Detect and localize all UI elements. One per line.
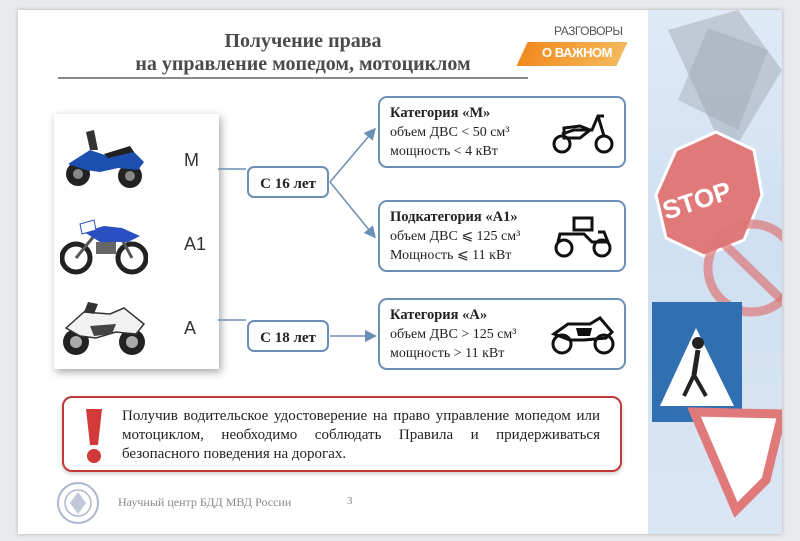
logo-band-text: О ВАЖНОМ xyxy=(542,45,612,60)
enduro-photo xyxy=(60,206,148,276)
category-a1-volume: объем ДВС ⩽ 125 см³ xyxy=(390,229,521,244)
page-title xyxy=(58,30,548,76)
sportbike-icon xyxy=(550,310,616,358)
safety-notice xyxy=(62,396,622,472)
category-m-volume: объем ДВС < 50 см³ xyxy=(390,125,510,140)
emblem-icon xyxy=(52,480,104,526)
moped-icon xyxy=(550,212,616,260)
category-m-power: мощность < 4 кВт xyxy=(390,144,498,159)
logo-top-text: РАЗГОВОРЫ xyxy=(554,24,623,38)
photo-label-a1: A1 xyxy=(184,234,207,254)
motorcycles-photo xyxy=(54,114,219,369)
title-line-1: Получение права xyxy=(224,30,382,52)
stop-sign-text: STOP xyxy=(658,175,735,226)
title-divider xyxy=(58,77,528,79)
category-a-power: мощность > 11 кВт xyxy=(390,346,505,361)
road-signs-illustration xyxy=(648,10,782,534)
age-16-box: С 16 лет xyxy=(247,166,329,198)
exclamation-icon xyxy=(82,407,106,465)
slide xyxy=(18,10,782,534)
category-a1-power: Мощность ⩽ 11 кВт xyxy=(390,248,512,263)
page-number: 3 xyxy=(347,495,353,507)
scooter-photo xyxy=(60,122,148,192)
category-m-title: Категория «М» xyxy=(390,105,491,121)
category-a1-box xyxy=(378,200,626,272)
category-a-volume: объем ДВС > 125 см³ xyxy=(390,327,517,342)
footer-organization: Научный центр БДД МВД России xyxy=(118,495,292,509)
category-m-box xyxy=(378,96,626,168)
razgovory-logo xyxy=(518,22,628,74)
category-a-title: Категория «А» xyxy=(390,307,488,323)
scooter-icon xyxy=(550,108,616,156)
age-18-box: С 18 лет xyxy=(247,320,329,352)
category-a1-title: Подкатегория «А1» xyxy=(390,209,518,225)
photo-label-a: A xyxy=(184,318,197,338)
road-signs-decoration xyxy=(648,10,782,534)
sportbike-photo xyxy=(60,290,148,360)
title-line-2: на управление мопедом, мотоциклом xyxy=(135,53,471,75)
category-a-box xyxy=(378,298,626,370)
photo-label-m: M xyxy=(184,150,199,170)
notice-text: Получив водительское удостоверение на право управление мопедом или мотоциклом, необходимо соблюдать Правила и придерживаться безопасного поведения на дорогах. xyxy=(122,408,600,462)
